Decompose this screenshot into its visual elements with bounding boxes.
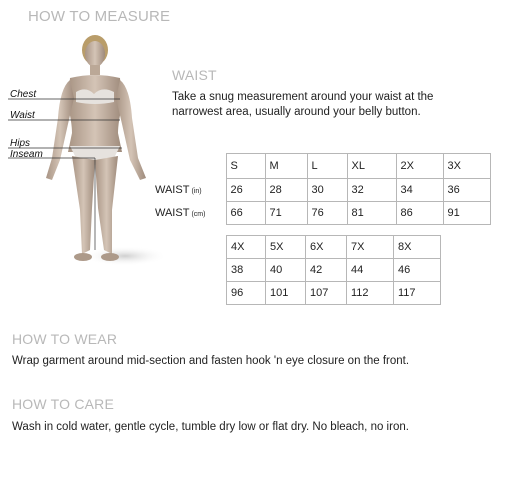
value-cell: 34 [396,179,443,202]
table-row [227,259,441,282]
value-cell: 117 [394,282,441,305]
size-header-row [155,154,490,179]
value-cell: 86 [396,202,443,225]
value-cell: 46 [394,259,441,282]
row-label-text: WAIST [155,184,190,196]
value-cell: 107 [306,282,347,305]
value-cell: 30 [307,179,347,202]
value-cell: 81 [347,202,396,225]
row-unit: (cm) [191,211,206,218]
row-label [155,202,226,225]
value-cell: 71 [265,202,307,225]
size-cell: M [265,154,307,179]
size-cell: 4X [227,236,266,259]
size-cell: L [307,154,347,179]
value-cell: 36 [443,179,490,202]
size-chart-table-2 [226,235,441,305]
size-header-row [227,236,441,259]
value-cell: 91 [443,202,490,225]
size-cell: 8X [394,236,441,259]
value-cell: 66 [226,202,265,225]
label-waist: Waist [10,110,35,121]
value-cell: 96 [227,282,266,305]
label-chest: Chest [10,89,37,100]
how-to-measure-heading: HOW TO MEASURE [28,8,171,25]
size-cell: 5X [266,236,306,259]
value-cell: 40 [266,259,306,282]
value-cell: 26 [226,179,265,202]
value-cell: 44 [347,259,394,282]
body-figure [0,28,170,288]
how-to-wear-heading: HOW TO WEAR [12,331,118,347]
size-chart-table-1 [155,153,491,225]
row-label-text: WAIST [155,207,190,219]
value-cell: 32 [347,179,396,202]
waist-heading: WAIST [172,67,217,83]
label-hips: Hips [10,138,31,149]
size-cell: 3X [443,154,490,179]
value-cell: 112 [347,282,394,305]
value-cell: 28 [265,179,307,202]
size-cell: 7X [347,236,394,259]
size-cell: S [226,154,265,179]
row-unit: (in) [191,188,202,195]
table-row [155,179,490,202]
how-to-care-heading: HOW TO CARE [12,396,115,412]
size-cell: 2X [396,154,443,179]
value-cell: 101 [266,282,306,305]
row-label [155,179,226,202]
value-cell: 42 [306,259,347,282]
table-row [155,202,490,225]
size-cell: 6X [306,236,347,259]
label-inseam: Inseam [10,149,43,160]
table-row [227,282,441,305]
how-to-care-text: Wash in cold water, gentle cycle, tumble dry low or flat dry. No bleach, no iron. [12,421,409,433]
value-cell: 76 [307,202,347,225]
how-to-wear-text: Wrap garment around mid-section and fasten hook 'n eye closure on the front. [12,355,410,367]
waist-instructions: Take a snug measurement around your waist at the narrowest area, usually around your belly button. [172,91,434,118]
size-cell: XL [347,154,396,179]
value-cell: 38 [227,259,266,282]
